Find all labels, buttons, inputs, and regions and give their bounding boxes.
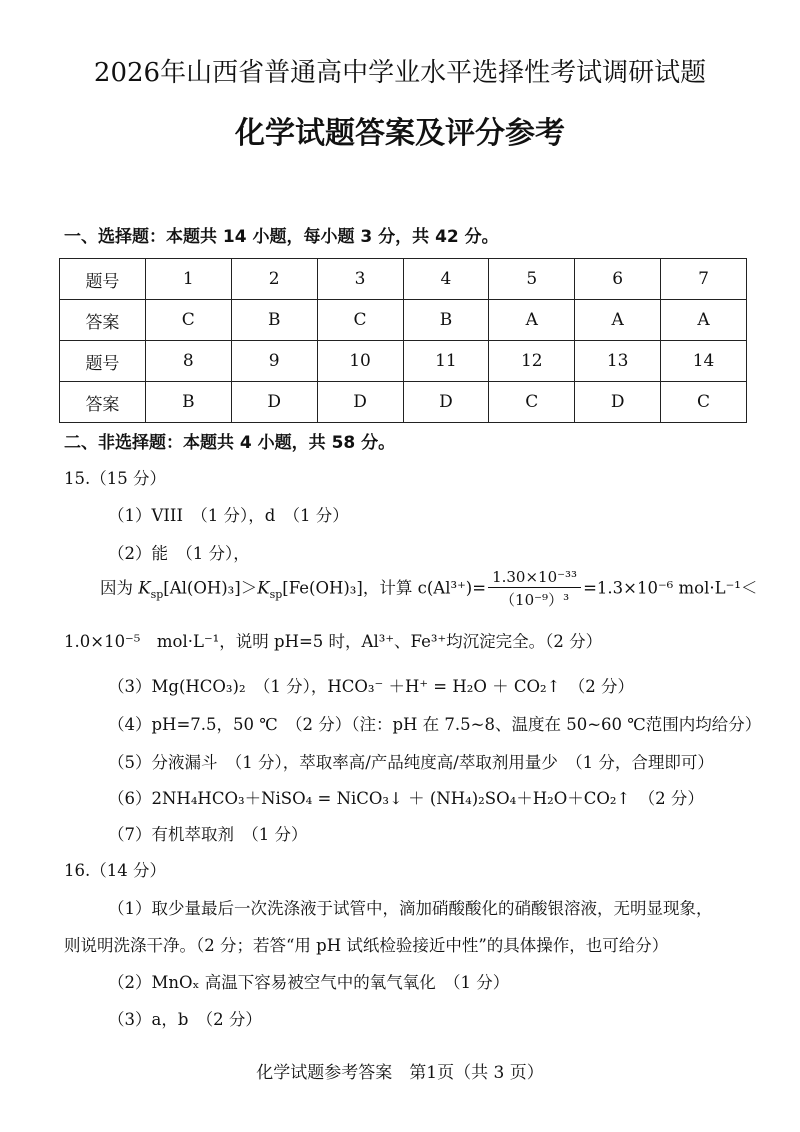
row-label: 答案 bbox=[60, 300, 146, 341]
question-number: 13 bbox=[575, 341, 661, 382]
answer-cell: B bbox=[231, 300, 317, 341]
q16-title: 16.（14 分） bbox=[64, 861, 166, 880]
question-number: 7 bbox=[661, 259, 747, 300]
q15-part4: （4）pH=7.5，50 ℃ （2 分）（注：pH 在 7.5~8、温度在 50~60 ℃范围内均给分） bbox=[108, 715, 762, 734]
fraction-numerator: 1.30×10⁻³³ bbox=[488, 568, 581, 588]
page-footer: 化学试题参考答案 第1页（共 3 页） bbox=[256, 1063, 544, 1083]
answer-cell: D bbox=[231, 382, 317, 423]
answer-cell: B bbox=[145, 382, 231, 423]
answer-cell: A bbox=[489, 300, 575, 341]
answer-cell: C bbox=[489, 382, 575, 423]
answer-table bbox=[59, 258, 747, 423]
q16-part3: （3）a，b （2 分） bbox=[108, 1010, 262, 1029]
question-number: 5 bbox=[489, 259, 575, 300]
question-number: 8 bbox=[145, 341, 231, 382]
question-number: 4 bbox=[403, 259, 489, 300]
answer-cell: A bbox=[575, 300, 661, 341]
question-number: 6 bbox=[575, 259, 661, 300]
answer-cell: D bbox=[403, 382, 489, 423]
q16-part1-line2: 则说明洗涤干净。（2 分；若答“用 pH 试纸检验接近中性”的具体操作，也可给分） bbox=[64, 936, 669, 955]
section-2-heading: 二、非选择题：本题共 4 小题，共 58 分。 bbox=[64, 433, 396, 453]
answer-cell: D bbox=[575, 382, 661, 423]
q16-part1-line1: （1）取少量最后一次洗涤液于试管中，滴加硝酸酸化的硝酸银溶液，无明显现象， bbox=[108, 899, 713, 918]
ksp-fe: [Fe(OH)₃]，计算 c(Al³⁺)= bbox=[282, 578, 487, 598]
calc-prefix: 因为 bbox=[100, 578, 139, 598]
table-row bbox=[60, 300, 747, 341]
ksp-al: [Al(OH)₃]＞ bbox=[163, 578, 258, 598]
concentration-fraction bbox=[488, 568, 581, 610]
row-label: 答案 bbox=[60, 382, 146, 423]
question-number: 3 bbox=[317, 259, 403, 300]
row-label: 题号 bbox=[60, 341, 146, 382]
q15-part2-calculation: 因为 $K_{sp}[Al(OH)_3]>K_{sp}[Fe(OH)_3]$，计算 c(Al³⁺)= $\frac{\text{1.30×10⁻³³}}{\text{（10⁻⁹）³}}$ =1.3×10⁻⁶ mol·L⁻¹＜ bbox=[100, 568, 758, 609]
question-number: 10 bbox=[317, 341, 403, 382]
row-label: 题号 bbox=[60, 259, 146, 300]
answer-cell: C bbox=[317, 300, 403, 341]
q15-part2-conclusion: 1.0×10⁻⁵ mol·L⁻¹，说明 pH=5 时，Al³⁺、Fe³⁺均沉淀完全。（2 分） bbox=[64, 632, 603, 651]
table-row bbox=[60, 341, 747, 382]
answer-cell: C bbox=[661, 382, 747, 423]
answer-cell: B bbox=[403, 300, 489, 341]
q15-part1: （1）VIII （1 分），d （1 分） bbox=[108, 506, 349, 525]
question-number: 1 bbox=[145, 259, 231, 300]
q15-part3: （3）Mg(HCO₃)₂ （1 分），HCO₃⁻ ＋H⁺ = H₂O ＋ CO₂↑ （2 分） bbox=[108, 677, 634, 696]
q16-part2: （2）MnOₓ 高温下容易被空气中的氧气氧化 （1 分） bbox=[108, 973, 510, 992]
q15-part7: （7）有机萃取剂 （1 分） bbox=[108, 825, 308, 844]
q15-part2: （2）能 （1 分）， bbox=[108, 544, 250, 563]
answer-cell: C bbox=[145, 300, 231, 341]
answer-cell: D bbox=[317, 382, 403, 423]
answer-key-title: 化学试题答案及评分参考 bbox=[235, 116, 565, 151]
answer-cell: A bbox=[661, 300, 747, 341]
q15-part5: （5）分液漏斗 （1 分），萃取率高/产品纯度高/萃取剂用量少 （1 分，合理即可） bbox=[108, 753, 714, 772]
question-number: 9 bbox=[231, 341, 317, 382]
question-number: 12 bbox=[489, 341, 575, 382]
calc-result: =1.3×10⁻⁶ mol·L⁻¹＜ bbox=[583, 578, 758, 598]
table-row bbox=[60, 382, 747, 423]
fraction-denominator: （10⁻⁹）³ bbox=[500, 591, 570, 609]
q15-part6: （6）2NH₄HCO₃＋NiSO₄ = NiCO₃↓ ＋ (NH₄)₂SO₄＋H₂O＋CO₂↑ （2 分） bbox=[108, 789, 704, 808]
table-row bbox=[60, 259, 747, 300]
question-number: 11 bbox=[403, 341, 489, 382]
question-number: 2 bbox=[231, 259, 317, 300]
exam-title: 2026年山西省普通高中学业水平选择性考试调研试题 bbox=[93, 58, 707, 88]
q15-title: 15.（15 分） bbox=[64, 469, 166, 488]
question-number: 14 bbox=[661, 341, 747, 382]
section-1-heading: 一、选择题：本题共 14 小题，每小题 3 分，共 42 分。 bbox=[64, 227, 499, 247]
